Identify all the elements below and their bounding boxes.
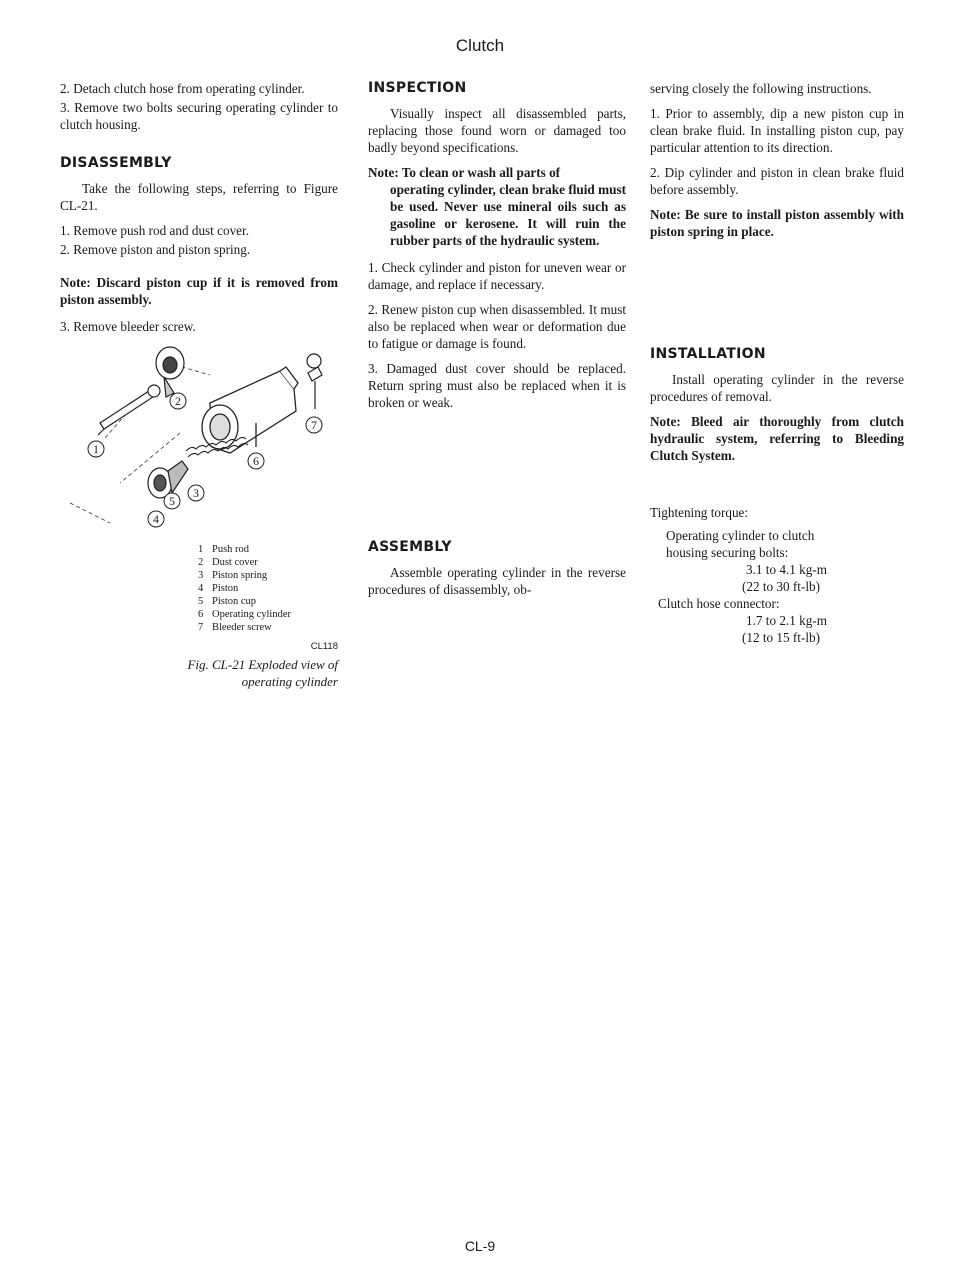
legend-item: 7 Bleeder screw bbox=[198, 622, 272, 633]
disassembly-intro: Take the following steps, referring to Figure CL-21. bbox=[60, 181, 338, 213]
callout-3: 3 bbox=[193, 486, 199, 500]
disassembly-step-3: 3. Remove bleeder screw. bbox=[60, 319, 196, 334]
page-title: Clutch bbox=[455, 36, 505, 55]
callout-7: 7 bbox=[311, 418, 317, 432]
torque-value-1b: (22 to 30 ft-lb) bbox=[742, 579, 821, 594]
torque-label: Tightening torque: bbox=[650, 505, 749, 520]
installation-intro: Install operating cylinder in the reverse procedures of removal. bbox=[650, 372, 904, 404]
assembly-note: Note: Be sure to install piston assembly with piston spring in place. bbox=[650, 207, 904, 239]
push-rod-icon bbox=[98, 385, 160, 435]
legend-item: 2 Dust cover bbox=[198, 557, 258, 568]
disassembly-step-2: 2. Remove piston and piston spring. bbox=[60, 242, 251, 257]
figure-code: CL118 bbox=[310, 641, 338, 652]
removal-step-2: 2. Detach clutch hose from operating cylinder. bbox=[60, 81, 305, 96]
legend-item: 5 Piston cup bbox=[198, 596, 257, 607]
torque-item-1: Operating cylinder to clutch bbox=[666, 528, 815, 543]
piston-icon bbox=[148, 461, 188, 498]
torque-item-2: Clutch hose connector: bbox=[658, 596, 780, 611]
assembly-step-2: 2. Dip cylinder and piston in clean brake fluid before assembly. bbox=[650, 165, 904, 197]
assembly-heading: ASSEMBLY bbox=[368, 539, 452, 555]
inspection-heading: INSPECTION bbox=[368, 80, 467, 96]
torque-value-1: 3.1 to 4.1 kg-m bbox=[746, 562, 827, 577]
inspection-step-2: 2. Renew piston cup when disassembled. It must also be replaced when wear or deformation due to fatigue or damage is found. bbox=[368, 302, 626, 351]
callout-2: 2 bbox=[175, 394, 181, 408]
callout-6: 6 bbox=[253, 454, 259, 468]
inspection-intro: Visually inspect all disassembled parts, replacing those found worn or damaged too badly beyond specifications. bbox=[368, 106, 626, 155]
right-column bbox=[650, 80, 904, 646]
bleeder-screw-icon bbox=[307, 354, 322, 409]
installation-note: Note: Bleed air thoroughly from clutch hydraulic system, referring to Bleeding Clutch System. bbox=[650, 414, 904, 463]
middle-column bbox=[368, 80, 626, 606]
disassembly-note: Note: Discard piston cup if it is removed from piston assembly. bbox=[60, 275, 338, 307]
callout-1: 1 bbox=[93, 442, 99, 456]
figure-caption-line1: Fig. CL-21 Exploded view of bbox=[187, 657, 338, 672]
callout-4: 4 bbox=[153, 512, 159, 526]
torque-item-1b: housing securing bolts: bbox=[666, 545, 789, 560]
legend-item: 6 Operating cylinder bbox=[198, 609, 292, 620]
inspection-step-1: 1. Check cylinder and piston for uneven wear or damage, and replace if necessary. bbox=[368, 260, 626, 292]
figure-caption-line2: operating cylinder bbox=[241, 674, 338, 689]
installation-heading: INSTALLATION bbox=[650, 346, 766, 362]
inspection-note: Note: To clean or wash all parts of operating cylinder, clean brake fluid must be used. Never use mineral oils such as gasoline or kerosene. It will ruin the rubber parts of the hydraulic system. bbox=[368, 165, 626, 248]
torque-value-2b: (12 to 15 ft-lb) bbox=[742, 630, 821, 645]
assembly-intro: Assemble operating cylinder in the reverse procedures of disassembly, ob- bbox=[368, 565, 626, 597]
legend-item: 4 Piston bbox=[198, 583, 239, 594]
disassembly-step-1: 1. Remove push rod and dust cover. bbox=[60, 223, 249, 238]
assembly-continued: serving closely the following instructions. bbox=[650, 81, 872, 96]
legend-item: 1 Push rod bbox=[198, 544, 250, 555]
disassembly-heading: DISASSEMBLY bbox=[60, 155, 172, 171]
removal-step-3: 3. Remove two bolts securing operating cylinder to clutch housing. bbox=[60, 100, 338, 132]
inspection-step-3: 3. Damaged dust cover should be replaced. Return spring must also be replaced when it is broken or weak. bbox=[368, 361, 626, 410]
legend-item: 3 Piston spring bbox=[198, 570, 268, 581]
figure-legend bbox=[198, 543, 338, 634]
callout-5: 5 bbox=[169, 494, 175, 508]
torque-value-2: 1.7 to 2.1 kg-m bbox=[746, 613, 827, 628]
left-column bbox=[60, 80, 338, 689]
assembly-step-1: 1. Prior to assembly, dip a new piston cup in clean brake fluid. In installing piston cup, pay particular attention to its direction. bbox=[650, 106, 904, 155]
page-number: CL-9 bbox=[464, 1238, 496, 1254]
operating-cylinder-icon bbox=[202, 367, 298, 453]
torque-spec bbox=[650, 504, 904, 646]
exploded-view-diagram bbox=[60, 343, 338, 543]
